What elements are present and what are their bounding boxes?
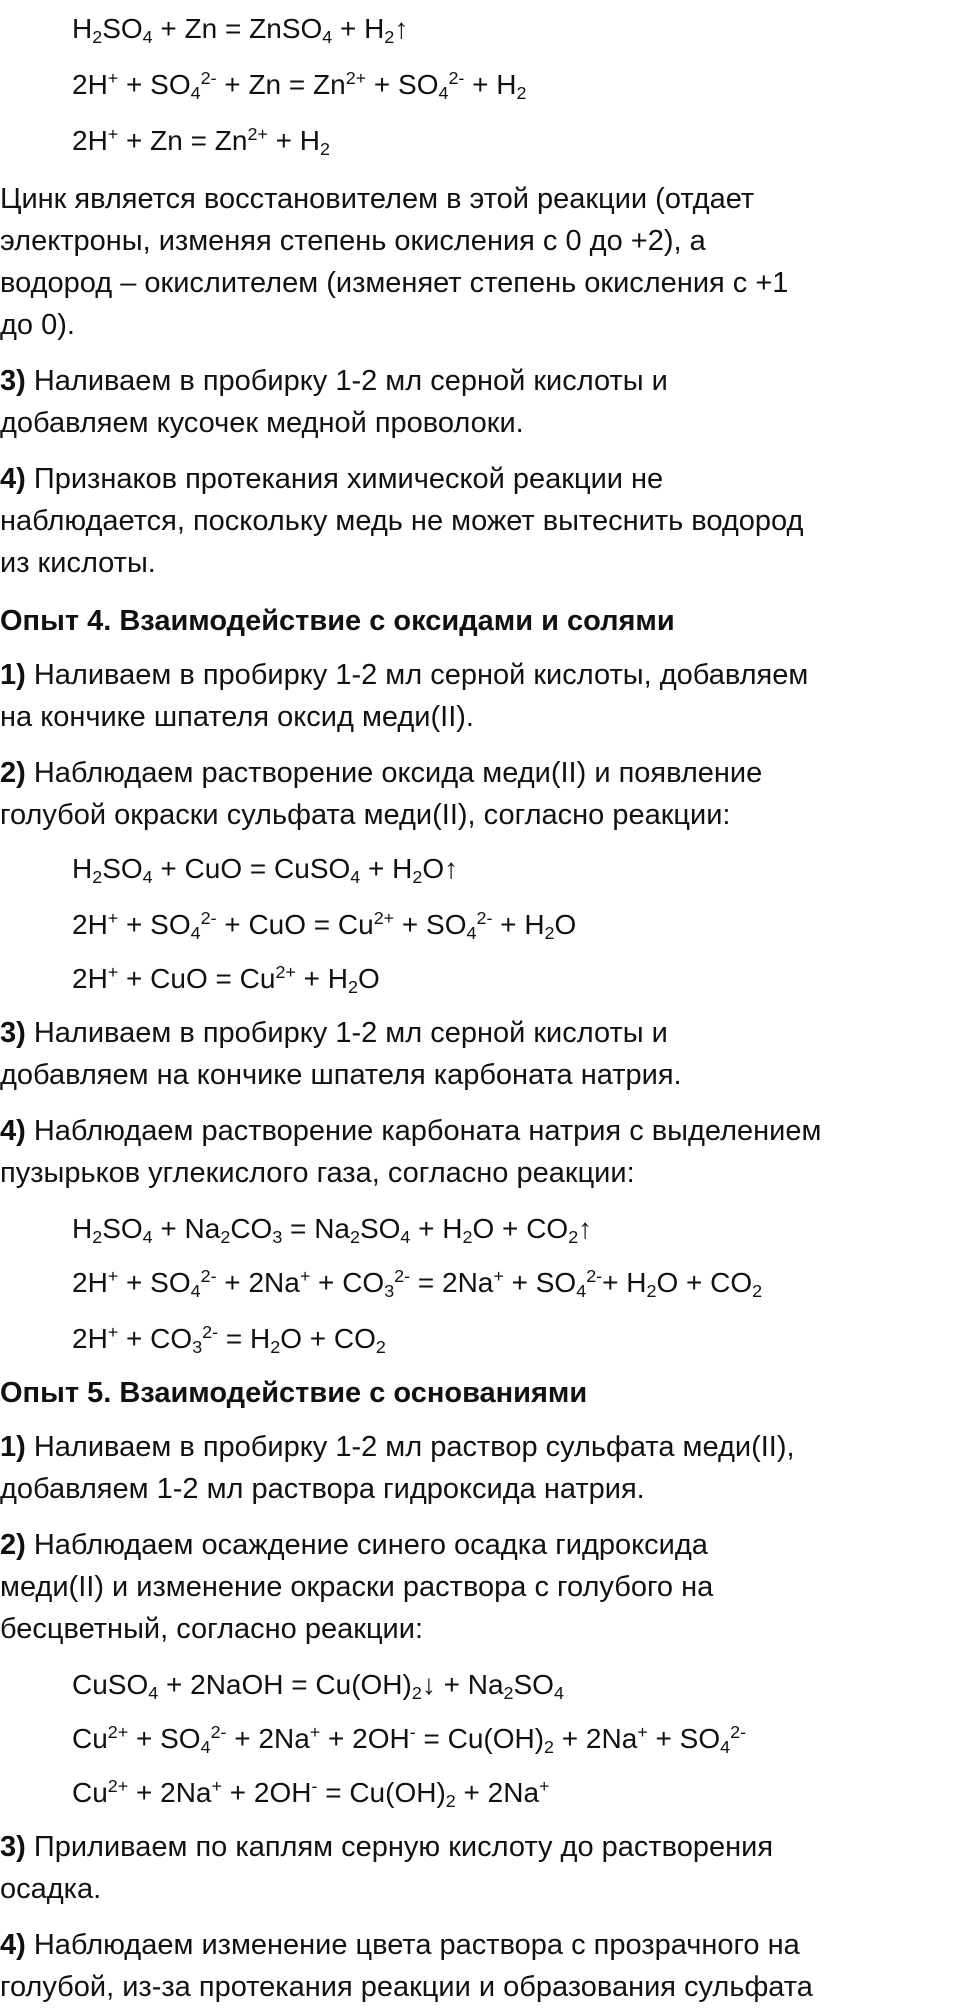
step-paragraph (0, 1426, 795, 1510)
chemical-equation: $H_2SO_4 + Zn$ = ZnSO$_4$ + $H_2↑$ (72, 13, 409, 48)
paragraph-line (0, 1608, 713, 1650)
step-number: 1) (0, 1431, 26, 1463)
step-paragraph (0, 360, 668, 444)
step-number: 3) (0, 365, 26, 397)
paragraph-line (0, 262, 788, 304)
paragraph-line (0, 1110, 821, 1152)
paragraph-line (0, 794, 762, 836)
paragraph-line (0, 304, 788, 346)
line-text: Наливаем в пробирку 1-2 мл серной кислоты, добавляем (33, 659, 809, 691)
paragraph-line (0, 654, 808, 696)
line-text: добавляем на кончике шпателя карбоната натрия. (0, 1059, 682, 1091)
line-text: меди(II) и изменение окраски раствора с голубого на (0, 1571, 714, 1603)
line-text: добавляем кусочек медной проволоки. (0, 407, 524, 439)
chemical-equation: $H_2SO_4$ + CuO = CuSO$_4$ + $H_2O↑$ (72, 853, 459, 888)
paragraph-line (0, 1826, 773, 1868)
paragraph-line (0, 402, 668, 444)
section-heading (0, 600, 675, 642)
paragraph (0, 178, 788, 346)
paragraph-line (0, 1426, 795, 1468)
line-text: Приливаем по каплям серную кислоту до растворения (33, 1831, 774, 1863)
chemical-equation: CuSO$_4$ + 2NaOH = $Cu(OH)_2↓ + Na_2SO_4$ (72, 1669, 564, 1704)
paragraph-line (0, 1868, 773, 1910)
chemical-equation: $H_2SO_4 + Na_2CO_3 = Na_2SO_4 + H_2O$ + $CO_2↑$ (72, 1213, 593, 1248)
paragraph-line (0, 458, 803, 500)
step-paragraph (0, 1524, 713, 1650)
paragraph-line (0, 360, 668, 402)
chemical-equation: $2H^+ + Zn = Zn^{2+} + H_2$ (72, 124, 330, 160)
line-text: Наливаем в пробирку 1-2 мл раствор сульфата меди(II), (33, 1431, 795, 1463)
line-text: добавляем 1-2 мл раствора гидроксида натрия. (0, 1473, 645, 1505)
line-text: Наливаем в пробирку 1-2 мл серной кислоты и (33, 365, 668, 397)
line-text: Наблюдаем растворение оксида меди(II) и появление (33, 757, 763, 789)
line-text: осадка. (0, 1873, 102, 1905)
line-text: наблюдается, поскольку медь не может вытеснить водород (0, 505, 804, 537)
paragraph-line (0, 752, 762, 794)
step-number: 2) (0, 1529, 26, 1561)
line-text: из кислоты. (0, 547, 156, 579)
paragraph-line (0, 220, 788, 262)
paragraph-line (0, 1524, 713, 1566)
step-paragraph (0, 752, 762, 836)
step-paragraph (0, 1826, 773, 1910)
step-number: 4) (0, 1929, 26, 1961)
paragraph-line (0, 178, 788, 220)
section-heading-text: Опыт 4. Взаимодействие с оксидами и солями (0, 605, 675, 637)
line-text: Наблюдаем осаждение синего осадка гидроксида (33, 1529, 708, 1561)
step-paragraph (0, 654, 808, 738)
paragraph-line (0, 696, 808, 738)
line-text: Наблюдаем растворение карбоната натрия с выделением (33, 1115, 822, 1147)
paragraph-line (0, 1566, 713, 1608)
line-text: электроны, изменяя степень окисления с 0 до +2), а (0, 225, 706, 257)
paragraph-line (0, 1012, 682, 1054)
section-heading (0, 1372, 587, 1414)
paragraph-line (0, 1966, 813, 2008)
line-text: Признаков протекания химической реакции не (33, 463, 664, 495)
step-number: 4) (0, 1115, 26, 1147)
step-number: 2) (0, 757, 26, 789)
line-text: бесцветный, согласно реакции: (0, 1613, 424, 1645)
chemical-equation: $2H^+ + CO_3^{2-} = H_2O + CO_2$ (72, 1322, 386, 1358)
step-paragraph (0, 458, 803, 584)
line-text: Наливаем в пробирку 1-2 мл серной кислоты и (33, 1017, 668, 1049)
paragraph-line (0, 500, 803, 542)
paragraph-line (0, 1152, 821, 1194)
step-paragraph (0, 1012, 682, 1096)
line-text: на кончике шпателя оксид меди(II). (0, 701, 474, 733)
line-text: Наблюдаем изменение цвета раствора с прозрачного на (33, 1929, 800, 1961)
step-paragraph (0, 1924, 813, 2008)
line-text: до 0). (0, 309, 75, 341)
chemical-equation: 2H+ + CuO = $Cu^{2+} + H_2O$ (72, 962, 380, 998)
line-text: водород – окислителем (изменяет степень окисления с +1 (0, 267, 789, 299)
line-text: пузырьков углекислого газа, согласно реакции: (0, 1157, 635, 1189)
step-paragraph (0, 1110, 821, 1194)
section-heading-text: Опыт 5. Взаимодействие с основаниями (0, 1377, 588, 1409)
chemical-equation: $2H^+ + SO_4^{2-} + 2Na^+ + CO_3^{2-} = 2Na^+ + SO_4^{2-}+ H_2O + CO_2$ (72, 1266, 763, 1302)
step-number: 3) (0, 1831, 26, 1863)
step-number: 1) (0, 659, 26, 691)
step-number: 4) (0, 463, 26, 495)
paragraph-line (0, 542, 803, 584)
chemical-equation: $2H^+ + SO_4^{2-} + Zn = Zn^{2+} + SO_4^{2-} + H_2$ (72, 68, 527, 104)
chemical-equation: $2H^+ + SO_4^{2-}$ + CuO = $Cu^{2+} + SO_4^{2-} + H_2O$ (72, 908, 577, 944)
line-text: голубой окраски сульфата меди(II), согласно реакции: (0, 799, 731, 831)
paragraph-line (0, 1924, 813, 1966)
paragraph-line (0, 1054, 682, 1096)
line-text: голубой, из-за протекания реакции и образования сульфата (0, 1971, 813, 2003)
step-number: 3) (0, 1017, 26, 1049)
chemical-equation: $Cu^{2+} + 2Na^+ + 2OH^- = Cu(OH)_2 + 2Na^+$ (72, 1776, 550, 1812)
chemical-equation: $Cu^{2+} + SO_4^{2-} + 2Na^+ + 2OH^- = Cu(OH)_2 + 2Na^+ + SO_4^{2-}$ (72, 1722, 747, 1758)
paragraph-line (0, 1468, 795, 1510)
line-text: Цинк является восстановителем в этой реакции (отдает (0, 183, 755, 215)
